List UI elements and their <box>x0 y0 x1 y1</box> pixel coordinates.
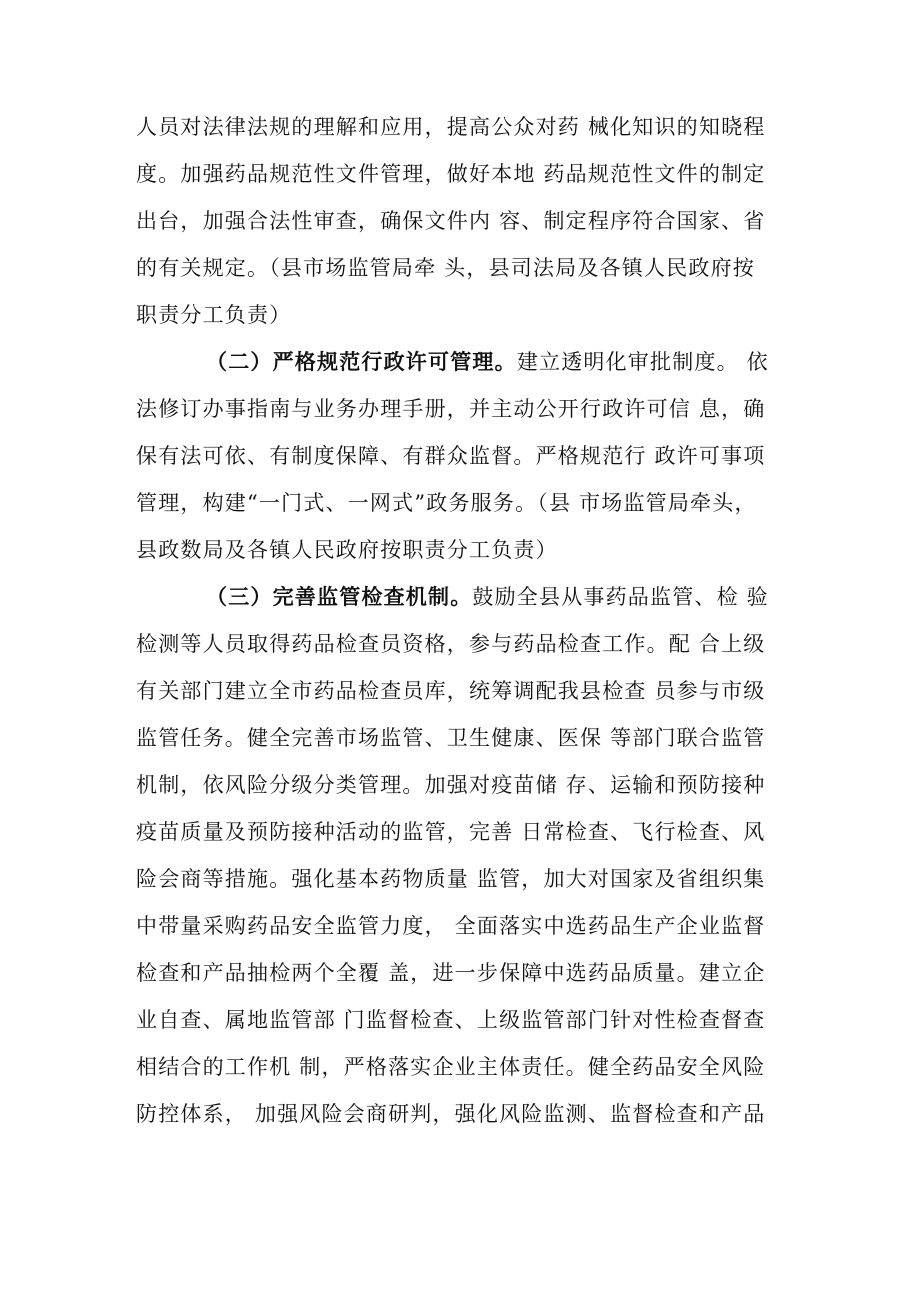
paragraph-first-line <box>136 574 792 621</box>
section-heading: （三）完善监管检查机制。 <box>206 585 473 609</box>
text-line: 机制，依风险分级分类管理。加强对疫苗储 存、运输和预防接种 <box>136 773 766 797</box>
text-line: 疫苗质量及预防接种活动的监管，完善 日常检查、飞行检查、风 <box>136 820 766 844</box>
body-text <box>136 104 792 1138</box>
text-span: 建立透明化审批制度。 依 <box>516 350 769 374</box>
text-span: 鼓励全县从事药品监管、检 验 <box>472 585 769 609</box>
text-line: 的有关规定。（县市场监管局牵 头，县司法局及各镇人民政府按 <box>136 256 755 280</box>
section-heading: （二）严格规范行政许可管理。 <box>206 350 517 374</box>
text-line: 职责分工负责） <box>136 303 292 327</box>
text-line: 相结合的工作机 制，严格落实企业主体责任。健全药品安全风险 <box>136 1055 766 1079</box>
text-line: 险会商等措施。强化基本药物质量 监管，加大对国家及省组织集 <box>136 867 766 891</box>
text-line: 有关部门建立全市药品检查员库，统筹调配我县检查 员参与市级 <box>136 679 766 703</box>
text-line: 度。加强药品规范性文件管理，做好本地 药品规范性文件的制定 <box>136 162 766 186</box>
text-line: 业自查、属地监管部 门监督检查、上级监管部门针对性检查督查 <box>136 1008 766 1032</box>
text-line: 防控体系， 加强风险会商研判，强化风险监测、监督检查和产品 <box>136 1102 766 1126</box>
text-line: 管理，构建“一门式、一网式”政务服务。（县 市场监管局牵头， <box>136 491 757 515</box>
text-line: 出台，加强合法性审查，确保文件内 容、制定程序符合国家、省 <box>136 209 766 233</box>
text-line: 监管任务。健全完善市场监管、卫生健康、医保 等部门联合监管 <box>136 726 766 750</box>
text-line: 县政数局及各镇人民政府按职责分工负责） <box>136 538 558 562</box>
text-line: 检查和产品抽检两个全覆 盖，进一步保障中选药品质量。建立企 <box>136 961 766 985</box>
text-line: 保有法可依、有制度保障、有群众监督。严格规范行 政许可事项 <box>136 444 766 468</box>
text-line: 中带量采购药品安全监管力度， 全面落实中选药品生产企业监督 <box>136 914 766 938</box>
text-line: 法修订办事指南与业务办理手册，并主动公开行政许可信 息，确 <box>136 397 766 421</box>
text-line: 检测等人员取得药品检查员资格，参与药品检查工作。配 合上级 <box>136 632 766 656</box>
paragraph-first-line <box>136 339 792 386</box>
text-line: 人员对法律法规的理解和应用，提高公众对药 械化知识的知晓程 <box>136 115 766 139</box>
